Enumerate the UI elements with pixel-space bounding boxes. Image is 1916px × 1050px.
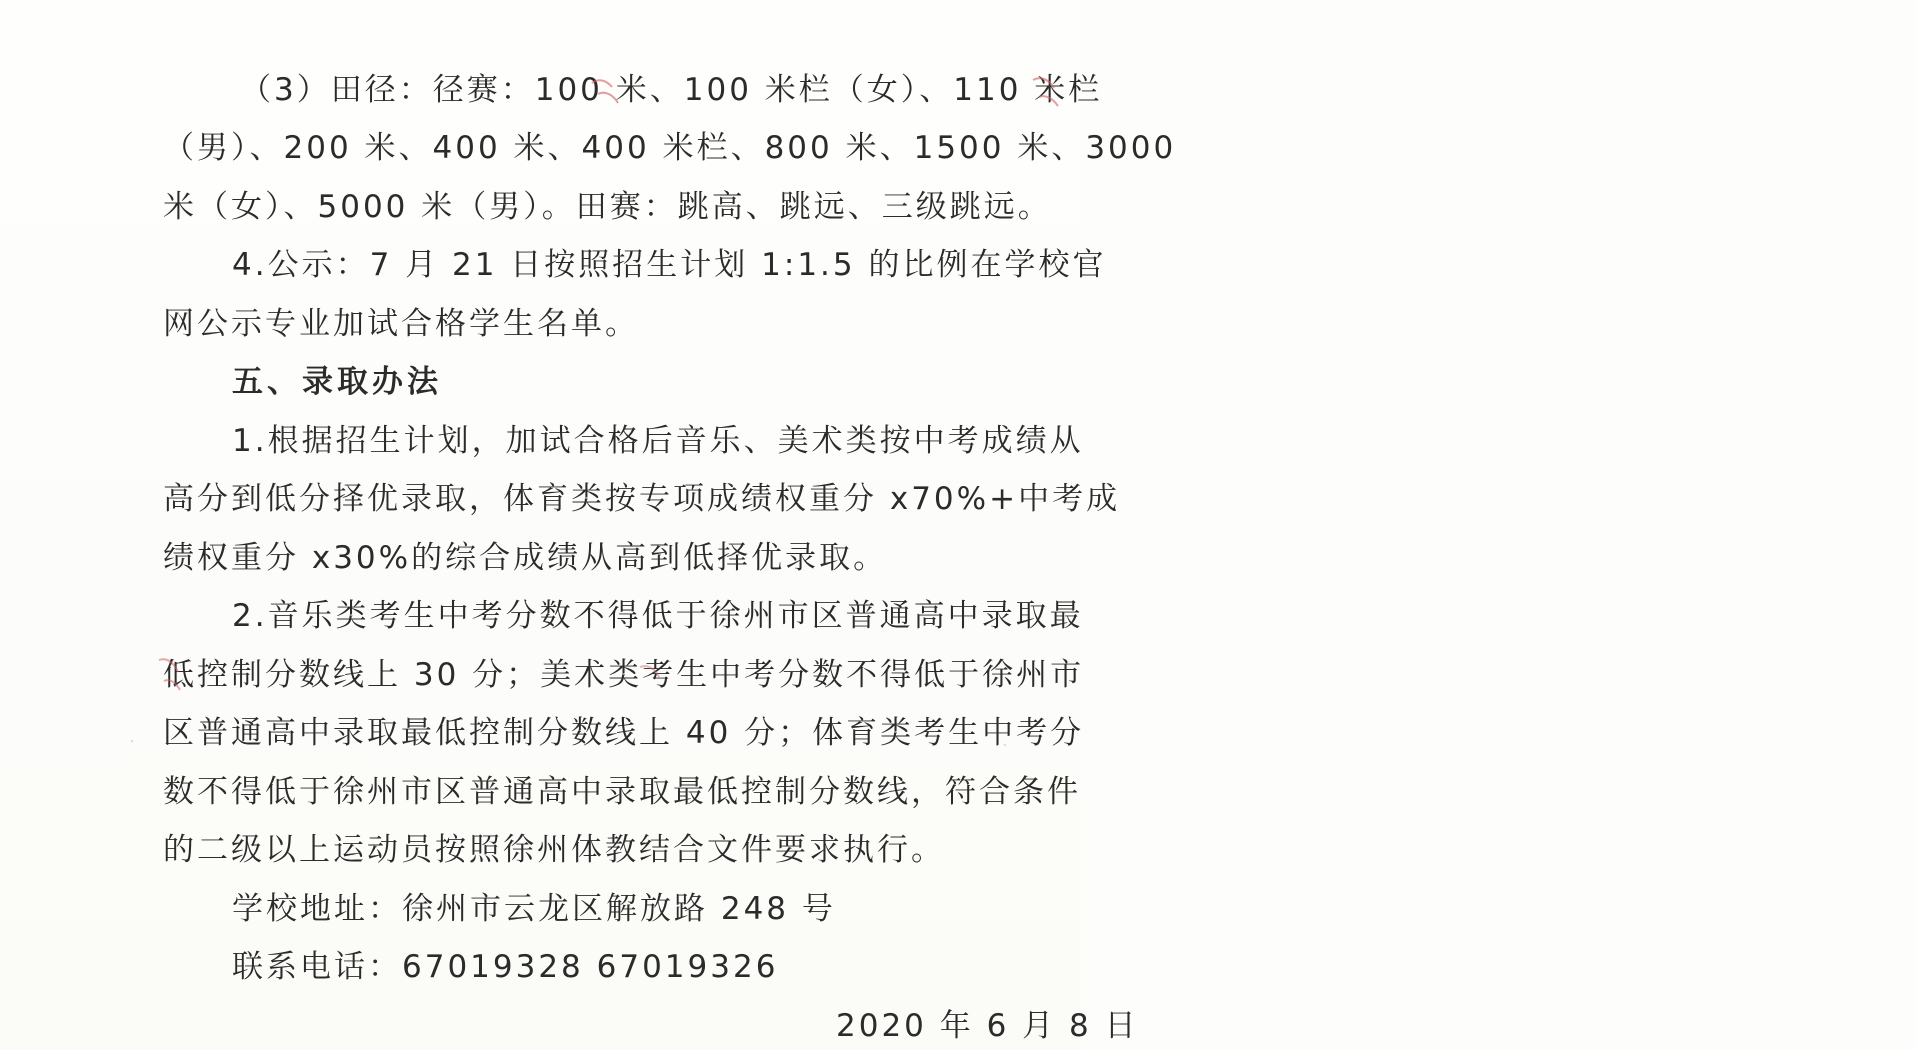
document-date: 2020 年 6 月 8 日 [836, 1008, 1139, 1044]
admission-rule-2-line-5: 的二级以上运动员按照徐州体教结合文件要求执行。 [163, 832, 945, 868]
section-heading: 五、录取办法 [232, 364, 442, 400]
admission-rule-2-line-4: 数不得低于徐州市区普通高中录取最低控制分数线，符合条件 [163, 774, 1081, 810]
notice-line-2: 网公示专业加试合格学生名单。 [163, 306, 639, 342]
admission-rule-1-line-3: 绩权重分 x30%的综合成绩从高到低择优录取。 [163, 540, 888, 576]
admission-rule-1-line-2: 高分到低分择优录取，体育类按专项成绩权重分 x70%+中考成 [163, 481, 1121, 517]
admission-rule-2-line-2: 低控制分数线上 30 分；美术类考生中考分数不得低于徐州市 [163, 657, 1085, 693]
contact-phone: 联系电话：67019328 67019326 [232, 949, 779, 985]
track-field-line-3: 米（女）、5000 米（男）。田赛：跳高、跳远、三级跳远。 [163, 189, 1052, 225]
notice-line-1: 4.公示：7 月 21 日按照招生计划 1:1.5 的比例在学校官 [232, 247, 1107, 283]
admission-rule-2-line-1: 2.音乐类考生中考分数不得低于徐州市区普通高中录取最 [232, 598, 1084, 634]
paper-speck [131, 740, 133, 742]
admission-rule-1-line-1: 1.根据招生计划，加试合格后音乐、美术类按中考成绩从 [232, 423, 1084, 459]
track-field-line-2: （男）、200 米、400 米、400 米栏、800 米、1500 米、3000 [163, 130, 1177, 166]
admission-rule-2-line-3: 区普通高中录取最低控制分数线上 40 分；体育类考生中考分 [163, 715, 1085, 751]
school-address: 学校地址：徐州市云龙区解放路 248 号 [232, 891, 836, 927]
track-field-line-1: （3）田径：径赛：100 米、100 米栏（女）、110 米栏 [240, 72, 1103, 108]
